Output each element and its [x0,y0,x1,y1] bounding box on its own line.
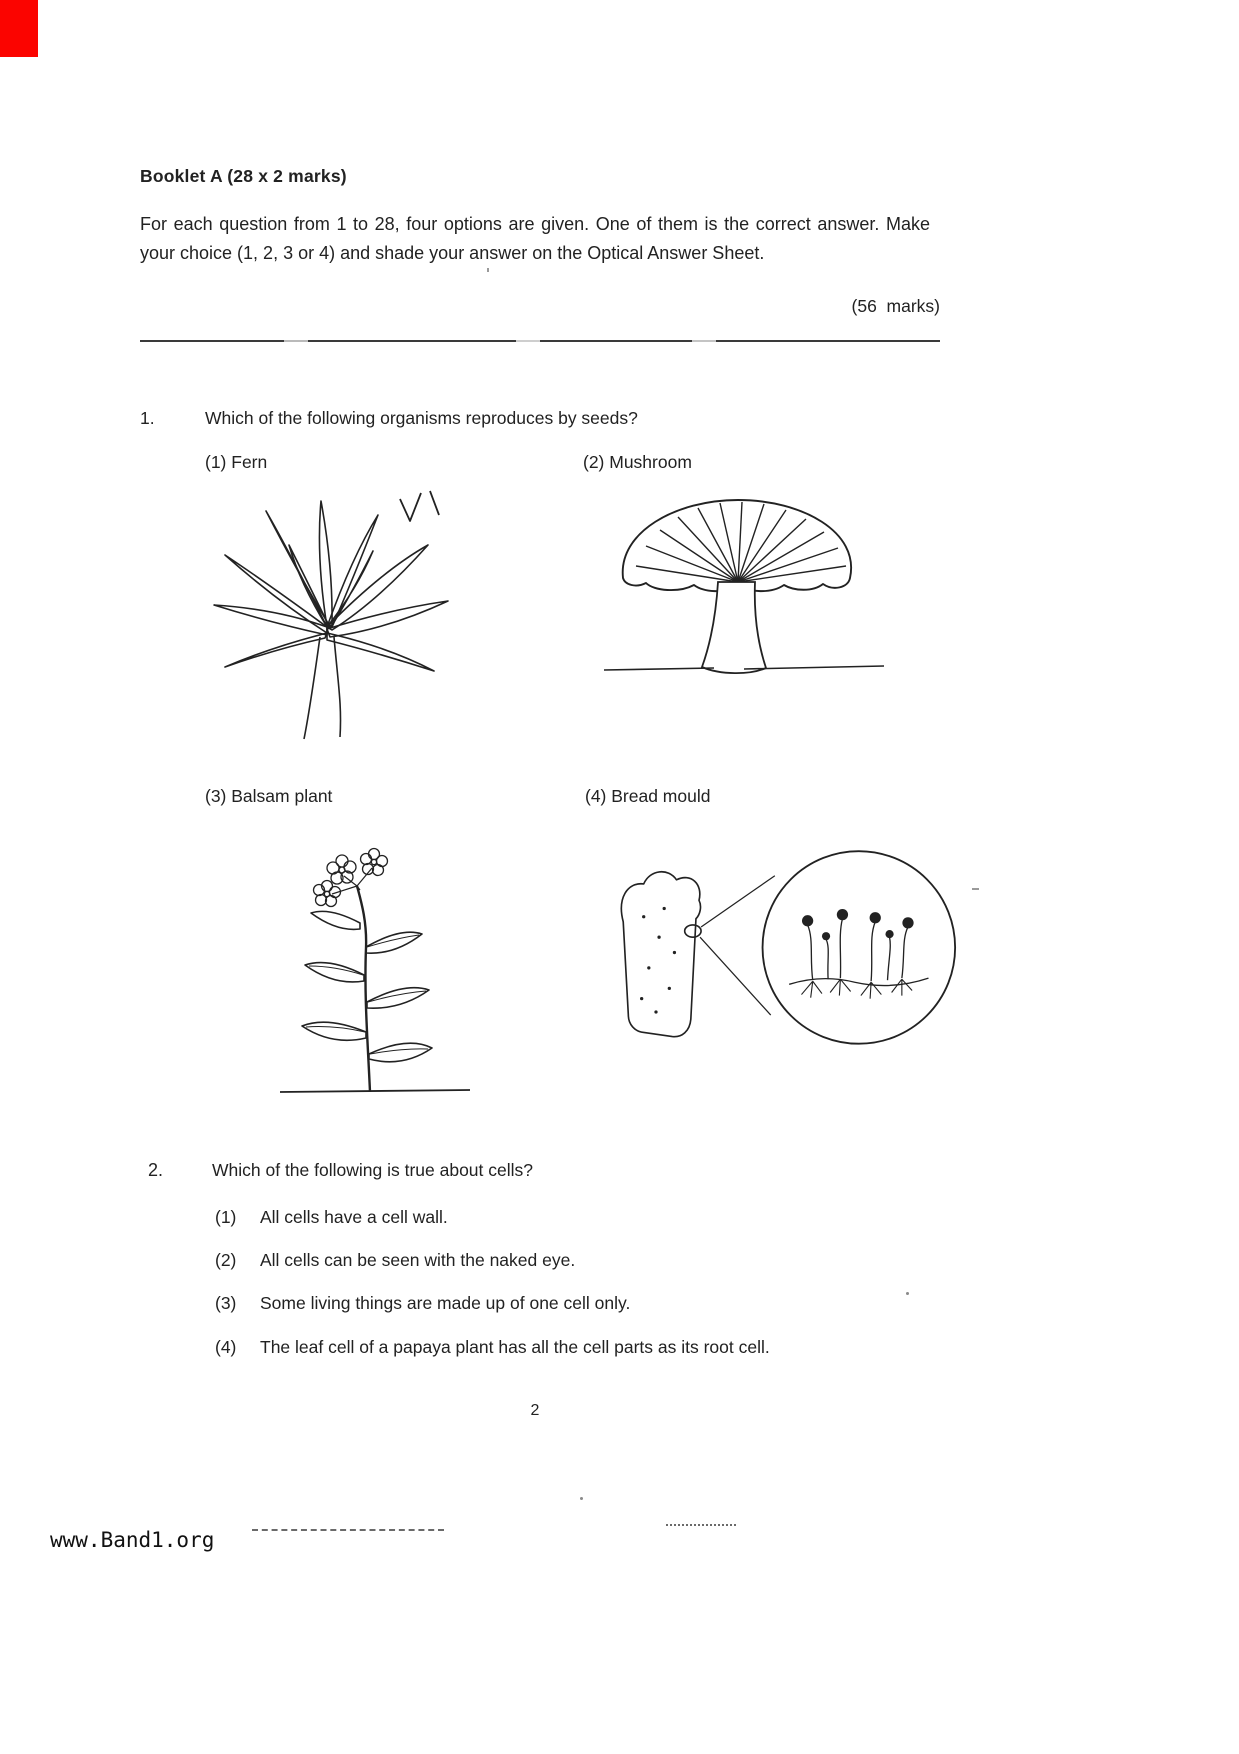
balsam-plant-drawing [242,828,492,1100]
bread-mould-drawing [602,845,962,1055]
instructions-paragraph: For each question from 1 to 28, four options are given. One of them is the correct answer. Make your choice (1, 2, 3 or 4) and shade your answer on the Optical Answer Sheet. [140,214,930,263]
booklet-title: Booklet A (28 x 2 marks) [140,166,347,186]
fern-illustration [192,487,462,749]
q1-option-4-label: (4) Bread mould [585,786,711,806]
question-1-text: Which of the following organisms reproduces by seeds? [205,408,638,428]
q1-option-3-label: (3) Balsam plant [205,786,333,806]
balsam-plant-illustration [242,828,492,1100]
watermark-text: www.Band1.org [50,1528,215,1552]
footer-dashed-line-right [666,1524,736,1526]
q2-option-2-text: All cells can be seen with the naked eye. [260,1250,576,1270]
q2-option-4-text: The leaf cell of a papaya plant has all the cell parts as its root cell. [260,1337,770,1357]
q1-option-2-label: (2) Mushroom [583,452,692,472]
page-number: 2 [530,1402,540,1419]
red-corner-mark [0,0,38,57]
q2-option-1-text: All cells have a cell wall. [260,1207,448,1227]
divider-line [140,340,940,342]
flower-2 [361,849,388,876]
question-2-text: Which of the following is true about cells? [212,1160,533,1180]
flower-1 [327,855,356,884]
q1-option-1-label: (1) Fern [205,452,268,472]
question-1-number: 1. [140,408,155,428]
mushroom-drawing [598,488,888,703]
mushroom-illustration [598,488,888,703]
scan-noise-dot [906,1292,909,1295]
question-2-number: 2. [148,1160,164,1180]
scan-noise-dash [487,268,489,272]
q2-option-1-label: (1) [215,1207,237,1227]
footer-dashed-line-left [252,1529,444,1531]
q2-option-3-label: (3) [215,1293,237,1313]
q2-option-2-label: (2) [215,1250,237,1270]
scan-noise-dot [580,1497,583,1500]
fern-drawing [192,487,462,749]
bread-mould-illustration [602,845,962,1055]
marks-label: (56 marks) [851,296,940,316]
scan-noise-dash [972,888,979,890]
q2-option-4-label: (4) [215,1337,237,1357]
q2-option-3-text: Some living things are made up of one cell only. [260,1293,631,1313]
